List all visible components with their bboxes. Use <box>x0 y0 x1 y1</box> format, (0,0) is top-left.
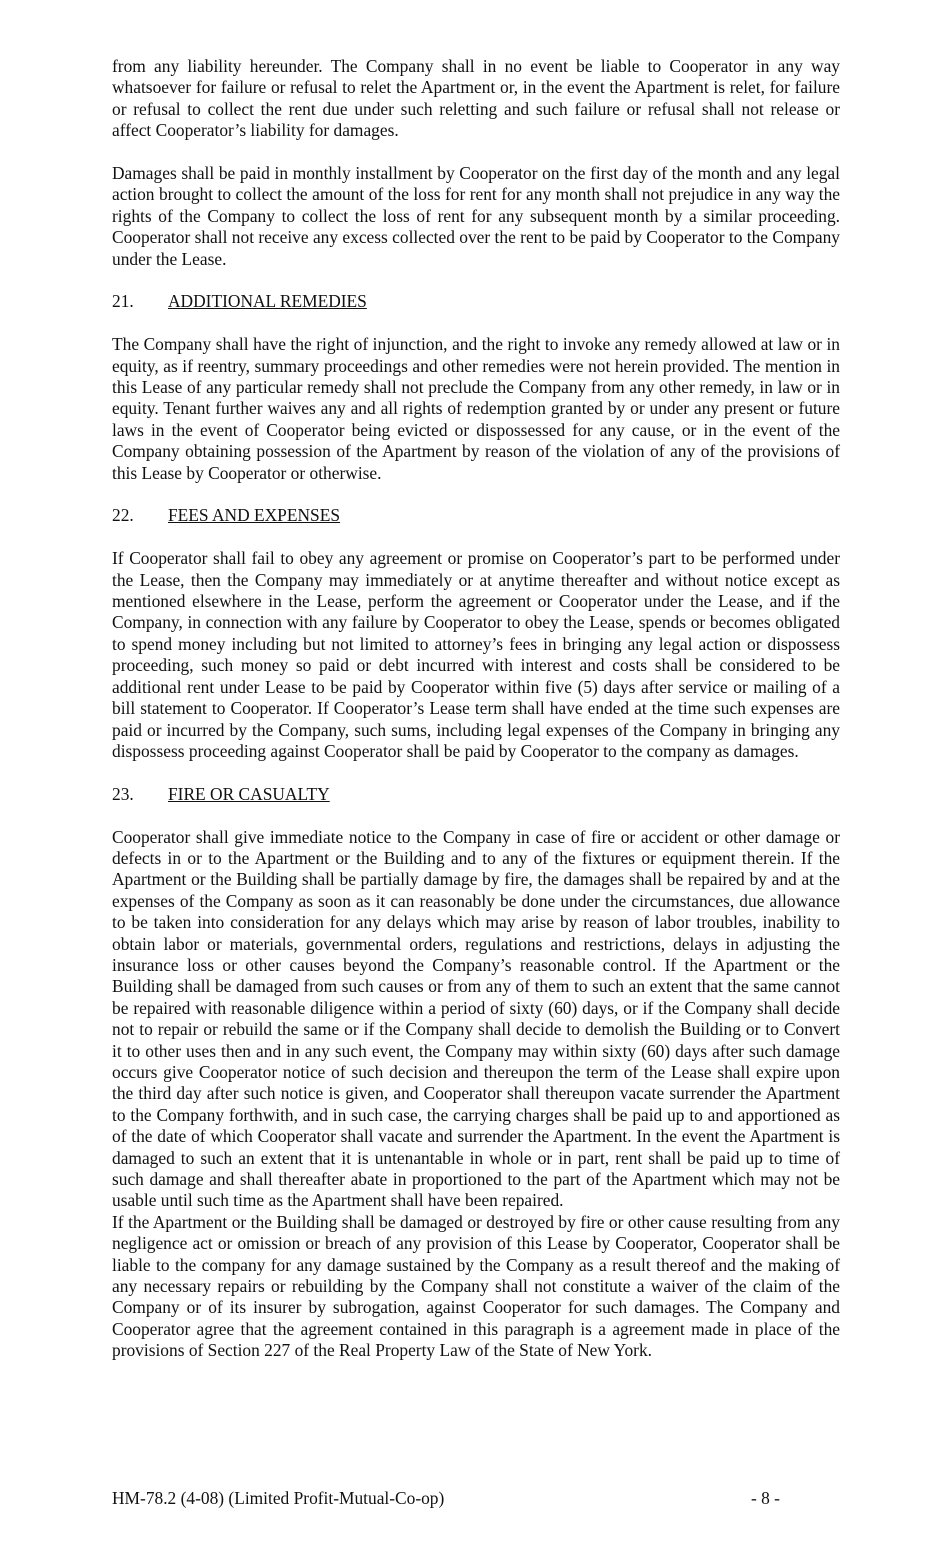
form-identifier: HM-78.2 (4-08) (Limited Profit-Mutual-Co-op) <box>112 1488 445 1508</box>
section-title: FIRE OR CASUALTY <box>168 783 330 804</box>
paragraph-continued: from any liability hereunder. The Company shall in no event be liable to Cooperator in any way whatsoever for failure or refusal to relet the Apartment or, in the event the Apartment is relet, for failure or refusal to collect the rent due under such reletting and such failure or refusal shall not release or affect Cooperator’s liability for damages. <box>112 56 840 141</box>
section-number: 23. <box>112 783 134 804</box>
section-title: FEES AND EXPENSES <box>168 505 341 526</box>
section-22-body: If Cooperator shall fail to obey any agreement or promise on Cooperator’s part to be performed under the Lease, then the Company may immediately or at anytime thereafter and without notice except as mentioned elsewhere in the Lease, perform the agreement or Cooperator under the Lease, and if the Company, in connection with any failure by Cooperator to obey the Lease, spends or becomes obligated to spend money including but not limited to attorney’s fees in bringing any legal action or dispossess proceeding, such money so paid or debt incurred with interest and costs shall be considered to be additional rent under Lease to be paid by Cooperator within five (5) days after service or mailing of a bill statement to Cooperator. If Cooperator’s Lease term shall have ended at the time such expenses are paid or incurred by the Company, such sums, including legal expenses of the Company in bringing any dispossess proceeding against Cooperator shall be paid by Cooperator to the company as damages. <box>112 548 840 761</box>
section-title: ADDITIONAL REMEDIES <box>168 291 367 312</box>
section-23-body-2: If the Apartment or the Building shall be damaged or destroyed by fire or other cause resulting from any negligence act or omission or breach of any provision of this Lease by Cooperator, Cooperator shall be liable to the company for any damage sustained by the Company as a result thereof and the making of any necessary repairs or rebuilding by the Company shall not constitute a waiver of the claim of the Company or of its insurer by subrogation, against Cooperator for such damages. The Company and Cooperator agree that the agreement contained in this paragraph is a agreement made in place of the provisions of Section 227 of the Real Property Law of the State of New York. <box>112 1211 840 1361</box>
section-21-body: The Company shall have the right of injunction, and the right to invoke any remedy allowed at law or in equity, as if reentry, summary proceedings and other remedies were not herein provided. The mention in this Lease of any particular remedy shall not preclude the Company from any other remedy, in law or in equity. Tenant further waives any and all rights of redemption granted by or under any present or future laws in the event of Cooperator being evicted or dispossessed for any cause, or in the event of the Company obtaining possession of the Apartment by reason of the violation of any of the provisions of this Lease by Cooperator or otherwise. <box>112 334 840 483</box>
section-23-body: Cooperator shall give immediate notice to the Company in case of fire or accident or other damage or defects in or to the Apartment or the Building and to any of the fixtures or equipment therein. If the Apartment or the Building shall be partially damage by fire, the damages shall be repaired by and at the expenses of the Company as soon as it can reasonably be done under the circumstances, due allowance to be taken into consideration for any delays which may arise by reason of labor troubles, inability to obtain labor or materials, governmental orders, regulations and restrictions, delays in adjusting the insurance loss or other causes beyond the Company’s reasonable control. If the Apartment or the Building shall be damaged from such causes or from any of them to such an extent that the same cannot be repaired with reasonable diligence within a period of sixty (60) days, or if the Company shall decide not to repair or rebuild the same or if the Company shall decide to demolish the Building or to Convert it to other uses then and in any such event, the Company may within sixty (60) days after such damage occurs give Cooperator notice of such decision and thereupon the term of the Lease shall expire upon the third day after such notice is given, and Cooperator shall thereupon vacate surrender the Apartment to the Company forthwith, and in such case, the carrying charges shall be paid up to and apportioned as of the date of which Cooperator shall vacate and surrender the Apartment. In the event the Apartment is damaged to such an extent that it is untenantable in whole or in part, rent shall be paid up to time of such damage and shall thereafter abate in proportioned to the part of the Apartment which may not be usable until such time as the Apartment shall have been repaired. <box>112 826 840 1211</box>
section-21-heading <box>112 291 840 312</box>
section-number: 22. <box>112 505 134 526</box>
paragraph-damages: Damages shall be paid in monthly installment by Cooperator on the first day of the month and any legal action brought to collect the amount of the loss for rent for any month shall not prejudice in any way the rights of the Company to collect the loss of rent for any subsequent month by a similar proceeding. Cooperator shall not receive any excess collected over the rent to be paid by Cooperator to the Company under the Lease. <box>112 163 840 269</box>
page-number: - 8 - <box>751 1488 780 1508</box>
document-page <box>112 56 840 1362</box>
section-number: 21. <box>112 291 134 312</box>
section-23-heading <box>112 784 840 805</box>
section-22-heading <box>112 505 840 526</box>
